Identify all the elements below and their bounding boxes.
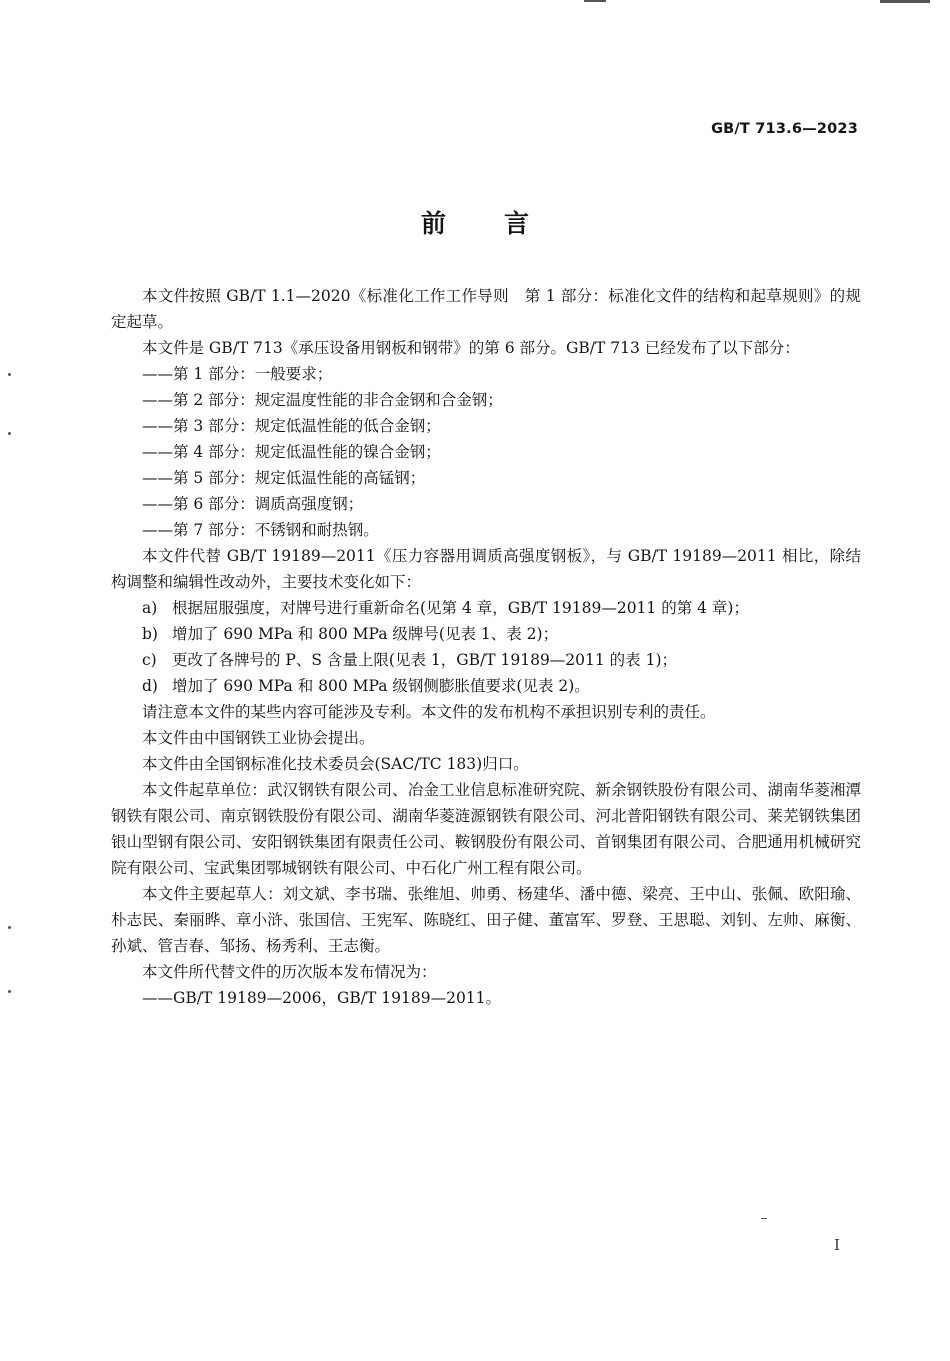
list-item: ——第 4 部分：规定低温性能的镍合金钢； xyxy=(142,443,441,461)
list-item: ——第 3 部分：规定低温性能的低合金钢； xyxy=(142,417,441,435)
item-label: c) xyxy=(142,651,157,669)
list-item: ——第 1 部分：一般要求； xyxy=(142,365,333,383)
history-item: ——GB/T 19189—2006，GB/T 19189—2011。 xyxy=(142,989,502,1007)
list-item xyxy=(111,595,861,621)
scan-mark xyxy=(761,1218,767,1219)
history-heading: 本文件所代替文件的历次版本发布情况为： xyxy=(142,963,437,981)
changes-list xyxy=(111,595,861,699)
scan-dot xyxy=(8,373,11,376)
scan-dot xyxy=(8,432,11,435)
item-label: b) xyxy=(142,625,158,643)
page-number: I xyxy=(834,1236,840,1254)
scan-dot xyxy=(8,990,11,993)
item-text: 增加了 690 MPa 和 800 MPa 级牌号(见表 1、表 2)； xyxy=(172,625,559,643)
list-item: ——第 2 部分：规定温度性能的非合金钢和合金钢； xyxy=(142,391,503,409)
standard-code: GB/T 713.6—2023 xyxy=(711,121,858,137)
scan-mark xyxy=(584,0,606,2)
item-label: d) xyxy=(142,677,158,695)
item-text: 更改了各牌号的 P、S 含量上限(见表 1，GB/T 19189—2011 的表 1)； xyxy=(172,651,678,669)
scan-mark xyxy=(880,0,930,3)
drafting-units-paragraph: 本文件起草单位：武汉钢铁有限公司、冶金工业信息标准研究院、新余钢铁股份有限公司、湖南华菱湘潭钢铁有限公司、南京钢铁股份有限公司、湖南华菱涟源钢铁有限公司、河北普阳钢铁有限公司、莱芜钢铁集团银山型钢有限公司、安阳钢铁集团有限责任公司、鞍钢股份有限公司、首钢集团有限公司、合肥通用机械研究院有限公司、宝武集团鄂城钢铁有限公司、中石化广州工程有限公司。 xyxy=(111,781,861,877)
item-text: 增加了 690 MPa 和 800 MPa 级钢侧膨胀值要求(见表 2)。 xyxy=(172,677,590,695)
list-item: ——第 7 部分：不锈钢和耐热钢。 xyxy=(142,521,379,539)
item-label: a) xyxy=(142,599,158,617)
list-item: ——第 6 部分：调质高强度钢； xyxy=(142,495,364,513)
drafters-paragraph: 本文件主要起草人：刘文斌、李书瑞、张维旭、帅勇、杨建华、潘中德、梁亮、王中山、张佩、欧阳瑜、朴志民、秦丽晔、章小浒、张国信、王宪军、陈晓红、田子健、董富军、罗登、王思聪、刘钊、左帅、麻衡、孙斌、管吉春、邹扬、杨秀利、王志衡。 xyxy=(111,885,861,955)
list-item xyxy=(111,673,861,699)
series-paragraph: 本文件是 GB/T 713《承压设备用钢板和钢带》的第 6 部分。GB/T 713 已经发布了以下部分： xyxy=(142,339,800,357)
list-item xyxy=(111,647,861,673)
item-text: 根据屈服强度，对牌号进行重新命名(见第 4 章，GB/T 19189—2011 的第 4 章)； xyxy=(172,599,749,617)
scan-dot xyxy=(8,926,11,929)
patent-notice: 请注意本文件的某些内容可能涉及专利。本文件的发布机构不承担识别专利的责任。 xyxy=(142,703,716,721)
replacement-paragraph: 本文件代替 GB/T 19189—2011《压力容器用调质高强度钢板》，与 GB/T 19189—2011 相比，除结构调整和编辑性改动外，主要技术变化如下： xyxy=(111,547,861,591)
list-item xyxy=(111,621,861,647)
drafting-rules-paragraph: 本文件按照 GB/T 1.1—2020《标准化工作工作导则 第 1 部分：标准化文件的结构和起草规则》的规定起草。 xyxy=(111,287,861,331)
page-title: 前言 xyxy=(420,209,587,238)
list-item: ——第 5 部分：规定低温性能的高锰钢； xyxy=(142,469,426,487)
foreword-body xyxy=(111,283,861,1011)
parts-list xyxy=(111,361,861,543)
proposer-paragraph: 本文件由中国钢铁工业协会提出。 xyxy=(142,729,375,747)
committee-paragraph: 本文件由全国钢标准化技术委员会(SAC/TC 183)归口。 xyxy=(142,755,529,773)
